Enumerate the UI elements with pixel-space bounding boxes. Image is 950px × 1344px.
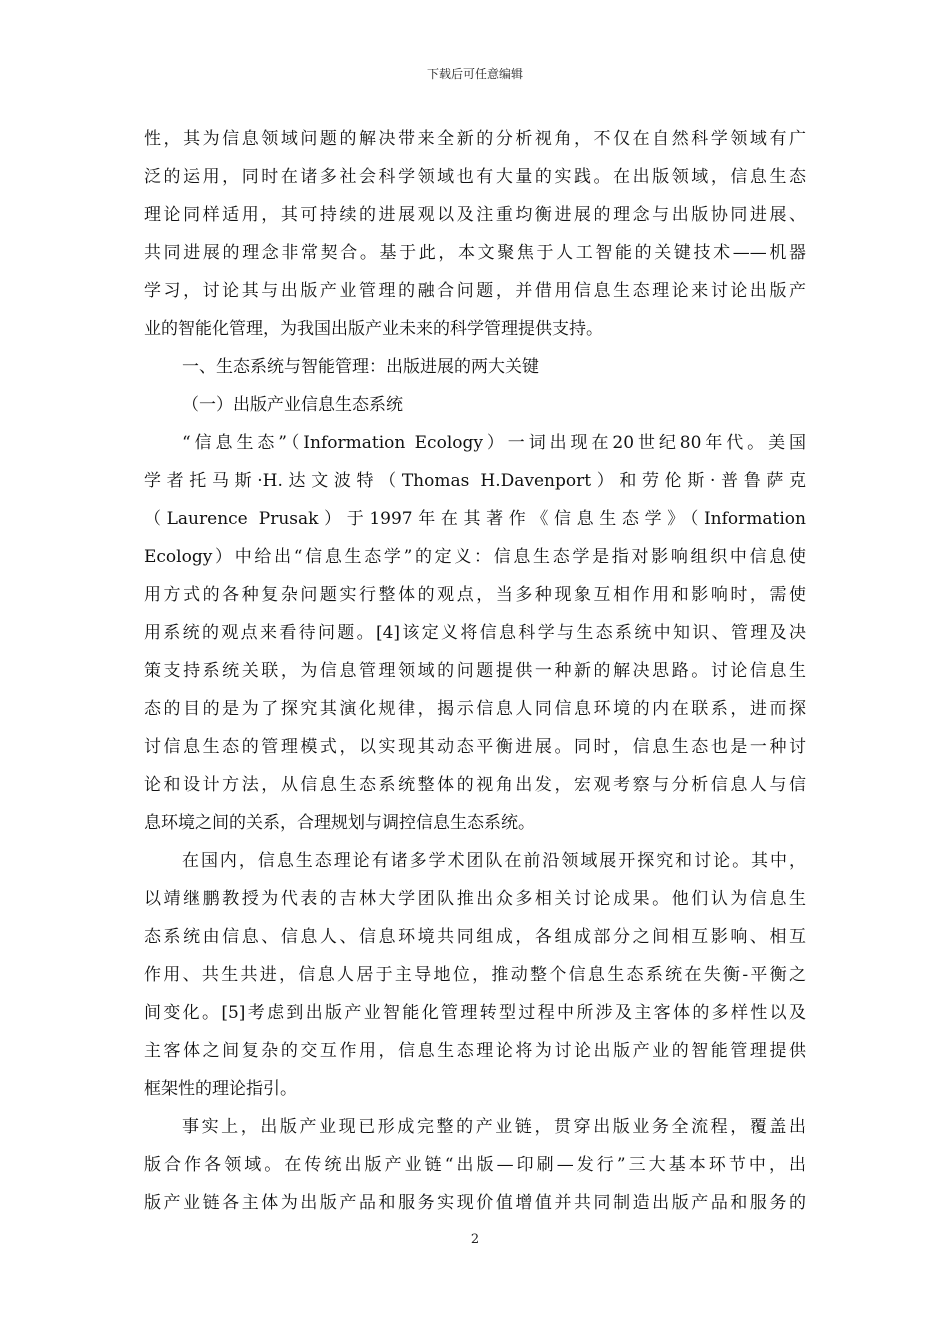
text-line: 版产业链各主体为出版产品和服务实现价值增值并共同制造出版产品和服务的 [144, 1193, 806, 1213]
text-line: 框架性的理论指引。 [144, 1079, 297, 1099]
text-line: 学习，讨论其与出版产业管理的融合问题，并借用信息生态理论来讨论出版产 [144, 281, 806, 301]
text-line: （Laurence Prusak）于1997年在其著作《信息生态学》（Information [144, 509, 806, 529]
text-line: 以靖继鹏教授为代表的吉林大学团队推出众多相关讨论成果。他们认为信息生 [144, 889, 806, 909]
text-line: 学者托马斯·H.达文波特（Thomas H.Davenport）和劳伦斯·普鲁萨克 [144, 471, 806, 491]
text-line: 用方式的各种复杂问题实行整体的观点，当多种现象互相作用和影响时，需使 [144, 585, 806, 605]
text-line: 版合作各领域。在传统出版产业链“出版—印刷—发行”三大基本环节中，出 [144, 1155, 806, 1175]
text-line: 态的目的是为了探究其演化规律，揭示信息人同信息环境的内在联系，进而探 [144, 699, 806, 719]
page-header: 下载后可任意编辑 [426, 67, 523, 81]
text-line: 间变化。[5]考虑到出版产业智能化管理转型过程中所涉及主客体的多样性以及 [144, 1003, 806, 1023]
text-line: 主客体之间复杂的交互作用，信息生态理论将为讨论出版产业的智能管理提供 [144, 1041, 806, 1061]
text-line: 作用、共生共进，信息人居于主导地位，推动整个信息生态系统在失衡-平衡之 [144, 965, 806, 985]
text-line: 策支持系统关联，为信息管理领域的问题提供一种新的解决思路。讨论信息生 [144, 661, 806, 681]
page-number: 2 [470, 1232, 480, 1247]
text-line: 态系统由信息、信息人、信息环境共同组成，各组成部分之间相互影响、相互 [144, 927, 806, 947]
document-body [144, 120, 806, 1222]
text-line: 共同进展的理念非常契合。基于此，本文聚焦于人工智能的关键技术——机器 [144, 243, 806, 263]
text-line: 论和设计方法，从信息生态系统整体的视角出发，宏观考察与分析信息人与信 [144, 775, 806, 795]
text-line: 泛的运用，同时在诸多社会科学领域也有大量的实践。在出版领域，信息生态 [144, 167, 806, 187]
text-line: 讨信息生态的管理模式，以实现其动态平衡进展。同时，信息生态也是一种讨 [144, 737, 806, 757]
text-line: 用系统的观点来看待问题。[4]该定义将信息科学与生态系统中知识、管理及决 [144, 623, 806, 643]
text-line: 息环境之间的关系，合理规划与调控信息生态系统。 [144, 813, 535, 833]
paragraph-first-line: “信息生态”（Information Ecology）一词出现在20世纪80年代。美国 [182, 433, 806, 453]
paragraph-first-line: 事实上，出版产业现已形成完整的产业链，贯穿出版业务全流程，覆盖出 [182, 1117, 806, 1137]
subsection-heading: （一）出版产业信息生态系统 [182, 395, 403, 415]
paragraph-first-line: 在国内，信息生态理论有诸多学术团队在前沿领域展开探究和讨论。其中， [182, 851, 806, 871]
section-heading: 一、生态系统与智能管理：出版进展的两大关键 [182, 357, 539, 377]
text-line: 业的智能化管理，为我国出版产业未来的科学管理提供支持。 [144, 319, 603, 339]
text-line: Ecology）中给出“信息生态学”的定义：信息生态学是指对影响组织中信息使 [144, 547, 806, 567]
text-line: 性，其为信息领域问题的解决带来全新的分析视角，不仅在自然科学领域有广 [144, 129, 806, 149]
text-line: 理论同样适用，其可持续的进展观以及注重均衡进展的理念与出版协同进展、 [144, 205, 806, 225]
